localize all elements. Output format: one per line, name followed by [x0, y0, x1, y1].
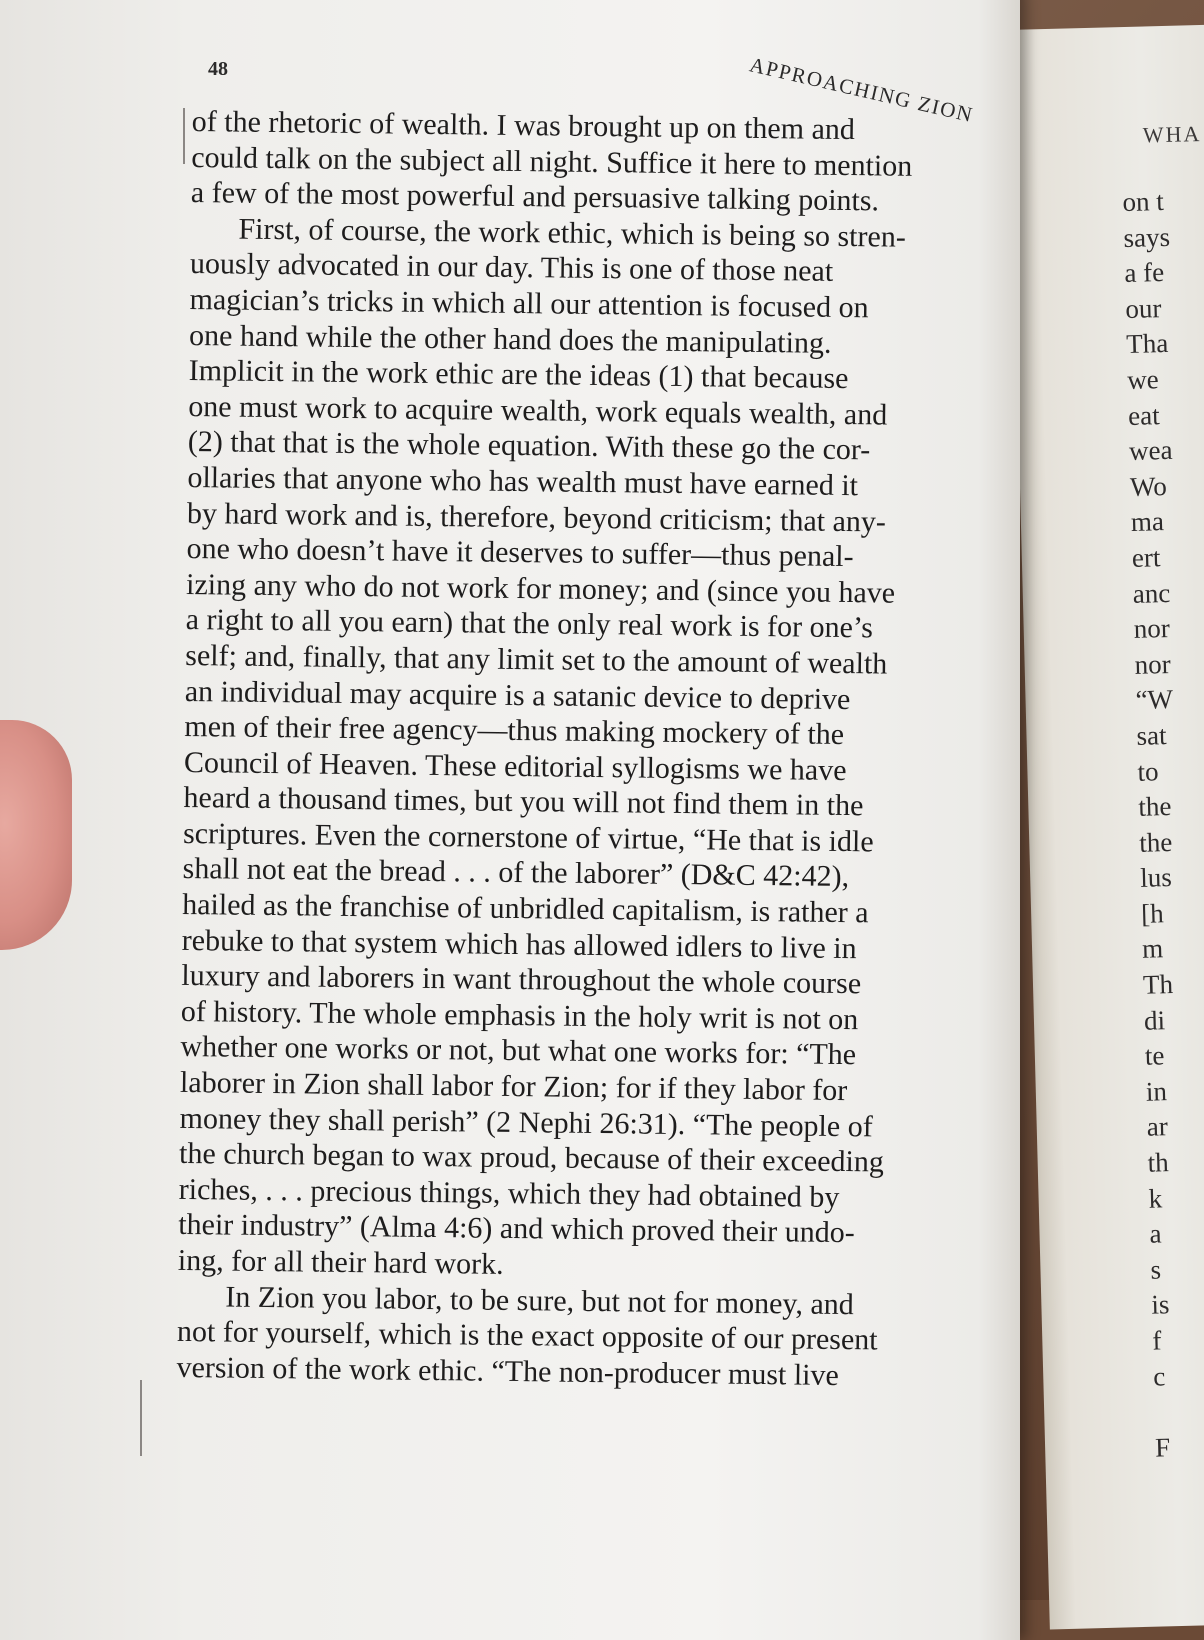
facing-page-line: sat: [1136, 720, 1167, 751]
body-text: [176, 104, 982, 1395]
facing-page-line: k: [1148, 1182, 1163, 1214]
text-line: In Zion you labor, to be sure, but not for money, and: [225, 1280, 854, 1321]
text-line: a few of the most powerful and persuasive talking points.: [190, 176, 880, 218]
running-head: APPROACHING ZION: [747, 52, 976, 128]
facing-page-line: says: [1123, 221, 1171, 253]
facing-page-line: nor: [1133, 613, 1171, 645]
facing-page-line: a: [1149, 1218, 1162, 1249]
facing-page-line: wea: [1128, 434, 1173, 467]
text-line: izing any who do not work for money; and (since you have: [185, 567, 896, 610]
text-line: hailed as the franchise of unbridled capitalism, is rather a: [182, 888, 869, 930]
text-line: an individual may acquire is a satanic device to deprive: [184, 674, 851, 716]
facing-page-line: in: [1145, 1076, 1168, 1107]
facing-page-text: [1122, 184, 1202, 1466]
text-line: ollaries that anyone who has wealth must have earned it: [187, 460, 859, 503]
facing-page-line: the: [1137, 791, 1172, 822]
facing-page-line: f: [1151, 1325, 1162, 1356]
text-line: the church began to wax proud, because of their exceeding: [178, 1137, 885, 1179]
facing-page-line: Th: [1142, 969, 1174, 1000]
text-line: shall not eat the bread . . . of the laborer” (D&C 42:42),: [182, 852, 850, 894]
text-line: whether one works or not, but what one works for: “The: [180, 1030, 857, 1072]
facing-page-line: “W: [1135, 684, 1174, 716]
facing-page-line: te: [1144, 1040, 1165, 1072]
facing-page-line: th: [1147, 1147, 1170, 1178]
facing-page-line: lus: [1139, 862, 1173, 894]
facing-page-line: anc: [1132, 577, 1171, 609]
margin-pencil-mark: [140, 1380, 142, 1456]
facing-page-line: we: [1126, 364, 1160, 395]
facing-page-line: m: [1141, 933, 1164, 965]
facing-page-line: Wo: [1129, 470, 1168, 502]
text-line: money they shall perish” (2 Nephi 26:31). “The people of: [179, 1101, 873, 1144]
text-line: a right to all you earn) that the only real work is for one’s: [185, 603, 874, 645]
text-line: heard a thousand times, but you will not find them in the: [183, 781, 864, 823]
facing-page-line: ert: [1131, 542, 1161, 573]
text-line: not for yourself, which is the exact opposite of our present: [176, 1315, 878, 1357]
text-line: one must work to acquire wealth, work equals wealth, and: [188, 389, 888, 432]
facing-page-line: a fe: [1124, 257, 1165, 289]
text-line: riches, . . . precious things, which they had obtained by: [178, 1172, 840, 1214]
facing-page-line: to: [1137, 755, 1159, 787]
facing-page-line: eat: [1127, 399, 1160, 431]
facing-page-line: [1154, 1394, 1201, 1431]
facing-page-line: ma: [1130, 506, 1165, 538]
text-line: one hand while the other hand does the manipulating.: [188, 318, 832, 360]
text-line: one who doesn’t have it deserves to suffer—thus penal-: [186, 532, 854, 574]
page-number: 48: [208, 58, 228, 80]
text-line: their industry” (Alma 4:6) and which proved their undo-: [178, 1208, 855, 1250]
facing-page-line: c: [1152, 1360, 1166, 1392]
text-line: could talk on the subject all night. Suffice it here to mention: [191, 140, 913, 183]
text-line: First, of course, the work ethic, which is being so stren-: [238, 212, 907, 254]
text-line: rebuke to that system which has allowed idlers to live in: [181, 923, 857, 965]
text-line: magician’s tricks in which all our attention is focused on: [189, 282, 869, 325]
facing-page-header: WHA: [1142, 120, 1202, 148]
facing-page-line: the: [1138, 826, 1173, 858]
facing-page-line: F: [1154, 1432, 1171, 1463]
text-line: luxury and laborers in want throughout the whole course: [181, 959, 862, 1001]
text-line: self; and, finally, that any limit set to the amount of wealth: [185, 638, 888, 681]
facing-page-line: is: [1151, 1289, 1170, 1321]
text-line: Council of Heaven. These editorial syllogisms we have: [183, 745, 847, 787]
text-line: ing, for all their hard work.: [177, 1243, 504, 1281]
text-line: by hard work and is, therefore, beyond criticism; that any-: [186, 496, 887, 539]
facing-page-line: our: [1124, 292, 1162, 324]
text-line: men of their free agency—thus making mockery of the: [184, 710, 845, 752]
facing-page-line: [h: [1140, 898, 1165, 929]
margin-pencil-mark: [183, 108, 185, 164]
facing-page-line: nor: [1134, 648, 1172, 680]
facing-page-line: Tha: [1125, 328, 1169, 360]
text-line: (2) that that is the whole equation. With these go the cor-: [187, 425, 871, 467]
text-line: uously advocated in our day. This is one of those neat: [189, 247, 834, 289]
text-line: of the rhetoric of wealth. I was brought up on them and: [191, 104, 856, 147]
facing-page-line: ar: [1146, 1111, 1169, 1143]
facing-page-line: on t: [1122, 185, 1165, 218]
facing-page-line: di: [1143, 1004, 1166, 1036]
text-line: laborer in Zion shall labor for Zion; for if they labor for: [179, 1065, 848, 1108]
facing-page-line: s: [1150, 1254, 1162, 1285]
thumb: [0, 720, 72, 950]
text-line: scriptures. Even the cornerstone of virtue, “He that is idle: [182, 816, 874, 859]
text-line: of history. The whole emphasis in the holy writ is not on: [180, 994, 859, 1037]
text-line: Implicit in the work ethic are the ideas (1) that because: [188, 354, 849, 396]
text-line: version of the work ethic. “The non-producer must live: [176, 1350, 840, 1392]
